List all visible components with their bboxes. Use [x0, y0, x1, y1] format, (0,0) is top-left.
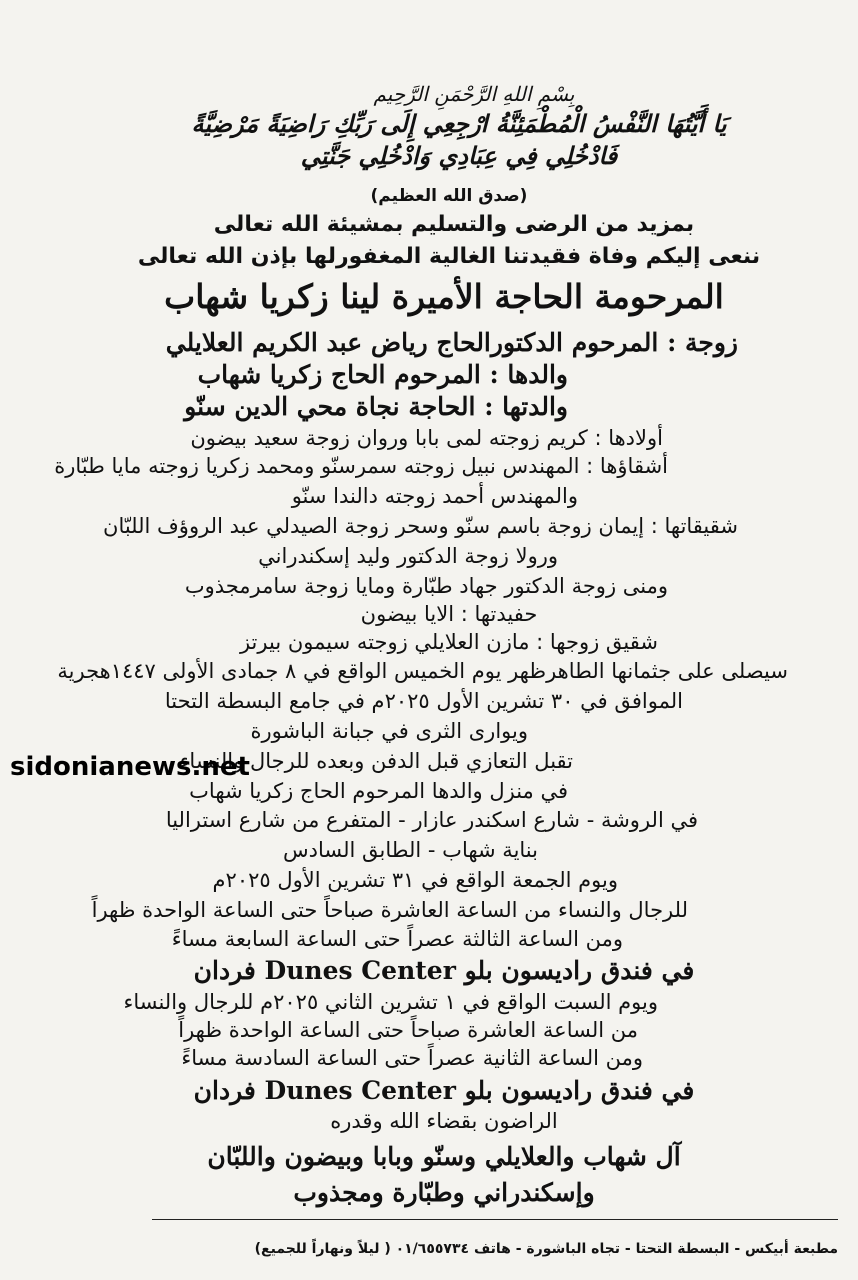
sadaq-allah: (صدق الله العظيم) [370, 186, 528, 206]
granddaughter-line: حفيدتها : الايا بيضون [360, 602, 538, 626]
saturday-venue: في فندق راديسون بلو Dunes Center فردان [193, 1076, 695, 1105]
mother-line: والدتها : الحاجة نجاة محي الدين سنّو [184, 392, 568, 421]
sisters-line-2: ورولا زوجة الدكتور وليد إسكندراني [258, 544, 558, 568]
families-line-1: آل شهاب والعلايلي وسنّو وبابا وبيضون واللبّان [207, 1142, 681, 1171]
children-line: أولادها : كريم زوجته لمى بابا وروان زوجة سعيد بيضون [190, 426, 663, 450]
printer-footer: مطبعة أبيكس - البسطة التحتا - تجاه الباشورة - هاتف ٠١/٦٥٥٧٣٤ ( ليلاً ونهاراً للجميع) [254, 1241, 838, 1257]
funeral-line-4: تقبل التعازي قبل الدفن وبعده للرجال والنساء [179, 749, 573, 773]
footer-divider [152, 1219, 838, 1220]
sisters-line-1: شقيقاتها : إيمان زوجة باسم سنّو وسحر زوجة الصيدلي عبد الروؤف اللبّان [103, 514, 738, 538]
intro-line-1: بمزيد من الرضى والتسليم بمشيئة الله تعالى [213, 212, 695, 237]
brothers-line-1: أشقاؤها : المهندس نبيل زوجته سمرسنّو ومحمد زكريا زوجته مايا طبّارة [54, 454, 668, 478]
saturday-line-3: ومن الساعة الثانية عصراً حتى الساعة السادسة مساءً [181, 1046, 643, 1070]
brother-in-law-line: شقيق زوجها : مازن العلايلي زوجته سيمون بيرتز [239, 630, 658, 654]
site-watermark: sidonianews.net [10, 752, 250, 782]
funeral-line-5: في منزل والدها المرحوم الحاج زكريا شهاب [189, 779, 568, 803]
intro-line-2: ننعى إليكم وفاة فقيدتنا الغالية المغفورلها بإذن الله تعالى [137, 244, 761, 269]
funeral-line-6: في الروشة - شارع اسكندر عازار - المتفرع من شارع استراليا [165, 808, 698, 832]
quran-verse-line-2: فَادْخُلِي فِي عِبَادِي وَادْخُلِي جَنَّتِي [300, 141, 618, 170]
saturday-line-2: من الساعة العاشرة صباحاً حتى الساعة الواحدة ظهراً [178, 1018, 638, 1042]
funeral-line-2: الموافق في ٣٠ تشرين الأول ٢٠٢٥م في جامع البسطة التحتا [164, 689, 683, 713]
father-line: والدها : المرحوم الحاج زكريا شهاب [197, 360, 568, 389]
funeral-line-3: ويوارى الثرى في جبانة الباشورة [250, 719, 528, 743]
basmala: بِسْمِ اللهِ الرَّحْمَنِ الرَّحِيم [373, 82, 575, 106]
deceased-name: المرحومة الحاجة الأميرة لينا زكريا شهاب [164, 277, 724, 316]
friday-line-2: للرجال والنساء من الساعة العاشرة صباحاً حتى الساعة الواحدة ظهراً [91, 898, 688, 922]
friday-line-1: ويوم الجمعة الواقع في ٣١ تشرين الأول ٢٠٢٥م [212, 868, 618, 892]
friday-venue: في فندق راديسون بلو Dunes Center فردان [193, 956, 695, 985]
quran-verse-line-1: يَا أَيَّتُهَا النَّفْسُ الْمُطْمَئِنَّةُ ارْجِعِي إِلَى رَبِّكِ رَاضِيَةً مَرْضِيَّةً [191, 109, 727, 138]
saturday-line-1: ويوم السبت الواقع في ١ تشرين الثاني ٢٠٢٥م للرجال والنساء [123, 990, 658, 1014]
friday-line-3: ومن الساعة الثالثة عصراً حتى الساعة السابعة مساءً [171, 927, 623, 951]
closing-line: الراضون بقضاء الله وقدره [330, 1109, 558, 1133]
sisters-line-3: ومنى زوجة الدكتور جهاد طبّارة ومايا زوجة سامرمجذوب [184, 574, 668, 598]
brothers-line-2: والمهندس أحمد زوجته دالندا سنّو [291, 484, 578, 508]
funeral-line-7: بناية شهاب - الطابق السادس [283, 838, 538, 862]
funeral-line-1: سيصلى على جثمانها الطاهرظهر يوم الخميس الواقع في ٨ جمادى الأولى ١٤٤٧هجرية [57, 659, 788, 683]
husband-line: زوجة : المرحوم الدكتورالحاج رياض عبد الكريم العلايلي [165, 328, 738, 357]
families-line-2: وإسكندراني وطبّارة ومجذوب [293, 1178, 595, 1207]
